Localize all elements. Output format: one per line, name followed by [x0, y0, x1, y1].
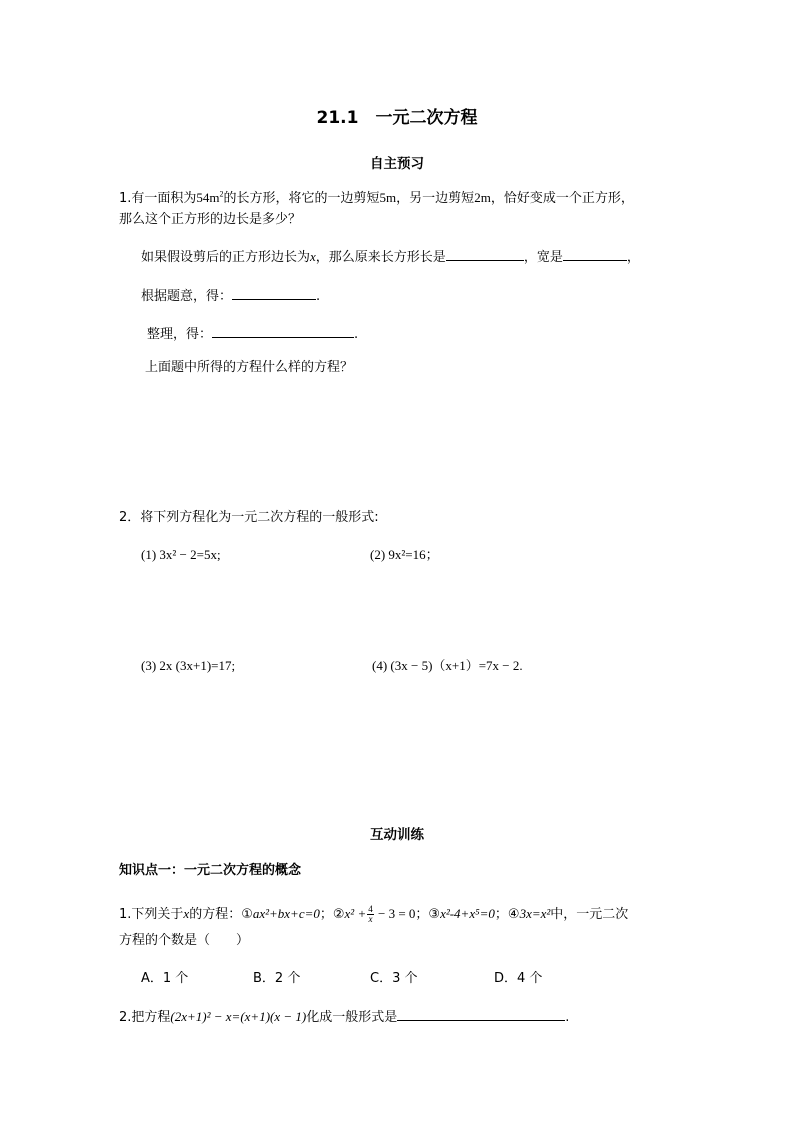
q1-line-2: 那么这个正方形的边长是多少？ [119, 212, 302, 227]
q1-line4-a: 根据题意，得： [141, 289, 233, 304]
q2-intro: 2．将下列方程化为一元二次方程的一般形式: [119, 510, 379, 525]
ex1-text-e: ；④ [494, 907, 520, 922]
equation-answer-blank[interactable] [232, 286, 316, 300]
ex1-equation-2-post: − 3 = 0 [374, 906, 416, 921]
ex1-equation-2-fraction: $\frac{4}{x}$ [368, 904, 373, 924]
width-answer-blank[interactable] [563, 247, 627, 261]
q1-line3-a: 如果假设剪后的正方形边长为 [141, 250, 311, 265]
ex1-variable: x [183, 906, 190, 921]
q1-line3-c: ，宽是 [523, 250, 563, 265]
q2-part-2: (2) 9x²=16； [370, 547, 439, 562]
q1-text-b: 的长方形，将它的一边剪短 [223, 191, 380, 206]
option-a[interactable]: A．1 个 [141, 971, 189, 986]
knowledge-point-1-heading: 知识点一：一元二次方程的概念 [119, 863, 302, 878]
q1-line-1 [119, 189, 634, 208]
q1-line-5 [147, 324, 358, 344]
q1-cut1: 5m [379, 190, 397, 205]
q1-line3-b: ，那么原来长方形长是 [315, 250, 446, 265]
ex1-text-d: ；③ [415, 907, 441, 922]
q1-line3-d: ， [626, 250, 640, 265]
ex2-text-b: 化成一般形式是 [306, 1010, 398, 1025]
q1-text-c: ，另一边剪短 [396, 191, 475, 206]
q2-part-1: (1) 3x² − 2=5x; [141, 547, 221, 562]
q1-line5-a: 整理，得： [147, 327, 213, 342]
q2-part-4: (4) (3x − 5)（x+1）=7x − 2. [372, 658, 523, 673]
q1-text-d: ，恰好变成一个正方形， [490, 191, 634, 206]
ex1-text-b: 的方程：① [189, 907, 253, 922]
ex1-line-1 [119, 903, 628, 926]
ex2-text-c: . [565, 1010, 570, 1025]
q1-line-4 [141, 286, 320, 306]
q2-part-3: (3) 2x (3x+1)=17; [141, 658, 236, 673]
ex1-line-2: 方程的个数是（ ） [119, 933, 250, 948]
option-c[interactable]: C．3 个 [370, 971, 418, 986]
section-heading-interactive-training: 互动训练 [370, 827, 424, 843]
ex1-equation-4: 3x=x² [519, 906, 551, 921]
ex1-equation-1: ax²+bx+c=0 [252, 906, 320, 921]
length-answer-blank[interactable] [446, 247, 524, 261]
ex2-equation: (2x+1)² − x=(x+1)(x − 1) [170, 1009, 307, 1024]
q1-line-3 [141, 247, 640, 267]
q1-variable: x [310, 249, 316, 264]
general-form-answer-blank[interactable] [397, 1007, 565, 1021]
page-title: 21.1 一元二次方程 [316, 108, 478, 128]
option-b[interactable]: B．2 个 [253, 971, 301, 986]
ex1-equation-2-pre: x² + [344, 906, 367, 921]
q1-text-a: 1.有一面积为 [119, 191, 197, 206]
simplified-answer-blank[interactable] [212, 324, 354, 338]
ex2-text-a: 2.把方程 [119, 1010, 171, 1025]
q1-line-6: 上面题中所得的方程什么样的方程？ [145, 360, 354, 375]
q1-line5-b: . [354, 327, 359, 342]
ex1-text-c: ；② [319, 907, 345, 922]
section-heading-self-study: 自主预习 [370, 156, 424, 172]
q1-area: $54m^2$ [196, 189, 224, 205]
ex2-line [119, 1007, 569, 1027]
ex1-text-f: 中，一元二次 [550, 907, 629, 922]
q1-cut2: 2m [474, 190, 491, 205]
ex1-text-a: 1.下列关于 [119, 907, 184, 922]
ex1-equation-3: x²-4+x⁵=0 [440, 906, 495, 921]
q1-line4-b: . [316, 289, 321, 304]
option-d[interactable]: D．4 个 [494, 971, 543, 986]
